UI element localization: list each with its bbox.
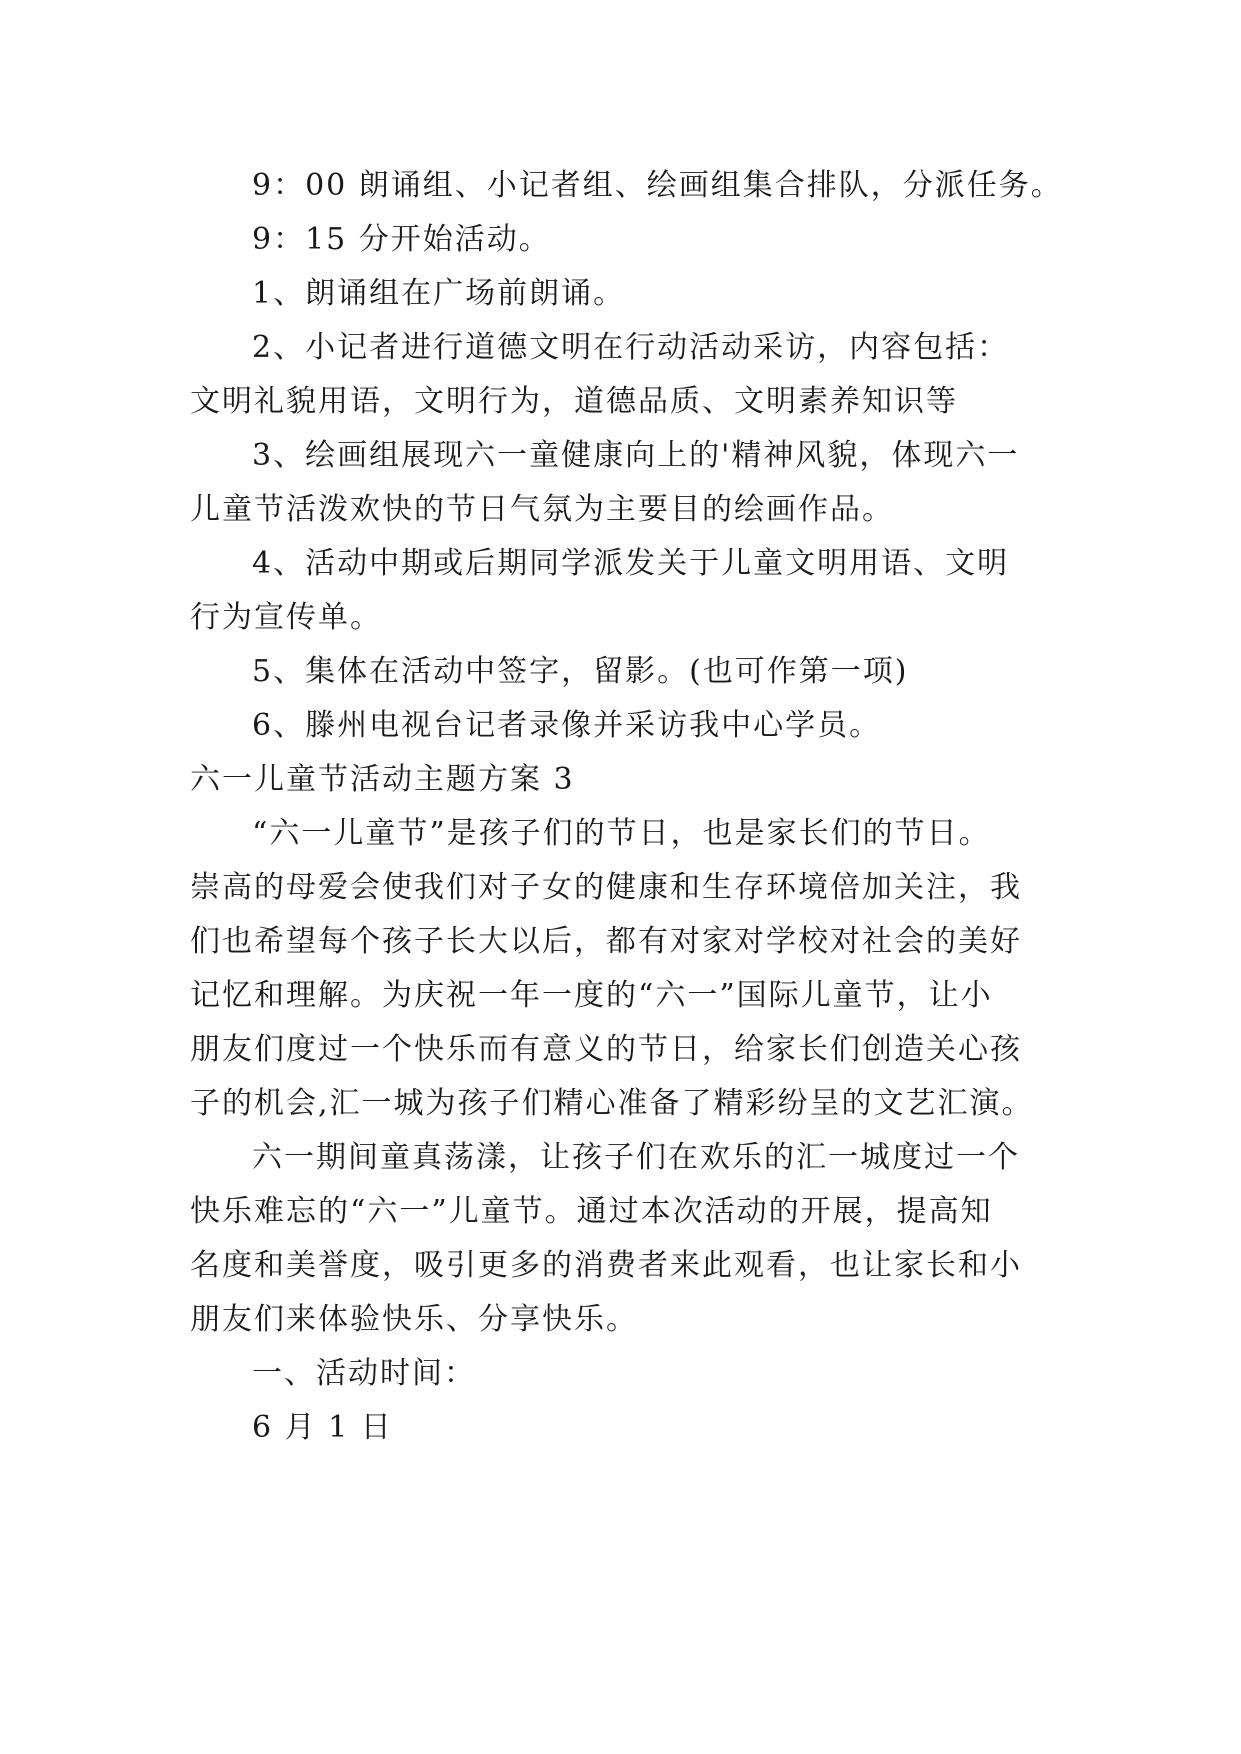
- activity-item-3-cont: 儿童节活泼欢快的节日气氛为主要目的绘画作品。: [190, 492, 894, 527]
- activity-item-4-cont: 行为宣传单。: [190, 600, 382, 635]
- purpose-paragraph-line-3: 名度和美誉度，吸引更多的消费者来此观看，也让家长和小: [190, 1248, 1022, 1283]
- activity-item-2: 2、小记者进行道德文明在行动活动采访，内容包括：: [252, 330, 1010, 365]
- schedule-line-0915: 9：15 分开始活动。: [252, 222, 551, 257]
- intro-paragraph-line-4: 记忆和理解。为庆祝一年一度的“六一”国际儿童节，让小: [190, 978, 993, 1013]
- purpose-paragraph-line-1: 六一期间童真荡漾，让孩子们在欢乐的汇一城度过一个: [252, 1140, 1020, 1175]
- subheading-activity-time: 一、活动时间：: [252, 1356, 476, 1391]
- intro-paragraph-line-2: 崇高的母爱会使我们对子女的健康和生存环境倍加关注，我: [190, 870, 1022, 905]
- schedule-line-0900: 9：00 朗诵组、小记者组、绘画组集合排队，分派任务。: [252, 168, 1063, 203]
- purpose-paragraph-line-2: 快乐难忘的“六一”儿童节。通过本次活动的开展，提高知: [190, 1194, 993, 1229]
- activity-item-3: 3、绘画组展现六一童健康向上的'精神风貌，体现六一: [252, 438, 1020, 473]
- purpose-paragraph-line-4: 朋友们来体验快乐、分享快乐。: [190, 1302, 638, 1337]
- activity-item-1: 1、朗诵组在广场前朗诵。: [252, 276, 626, 311]
- activity-date: 6 月 1 日: [252, 1410, 393, 1445]
- intro-paragraph-line-1: “六一儿童节”是孩子们的节日，也是家长们的节日。: [252, 816, 991, 851]
- activity-item-4: 4、活动中期或后期同学派发关于儿童文明用语、文明: [252, 546, 1010, 581]
- intro-paragraph-line-5: 朋友们度过一个快乐而有意义的节日，给家长们创造关心孩: [190, 1032, 1022, 1067]
- section-heading: 六一儿童节活动主题方案 3: [190, 762, 575, 797]
- activity-item-2-cont: 文明礼貌用语，文明行为，道德品质、文明素养知识等: [190, 384, 958, 419]
- intro-paragraph-line-6: 子的机会,汇一城为孩子们精心准备了精彩纷呈的文艺汇演。: [190, 1086, 1034, 1121]
- activity-item-5: 5、集体在活动中签字，留影。(也可作第一项): [252, 654, 909, 689]
- activity-item-6: 6、滕州电视台记者录像并采访我中心学员。: [252, 708, 882, 743]
- intro-paragraph-line-3: 们也希望每个孩子长大以后，都有对家对学校对社会的美好: [190, 924, 1022, 959]
